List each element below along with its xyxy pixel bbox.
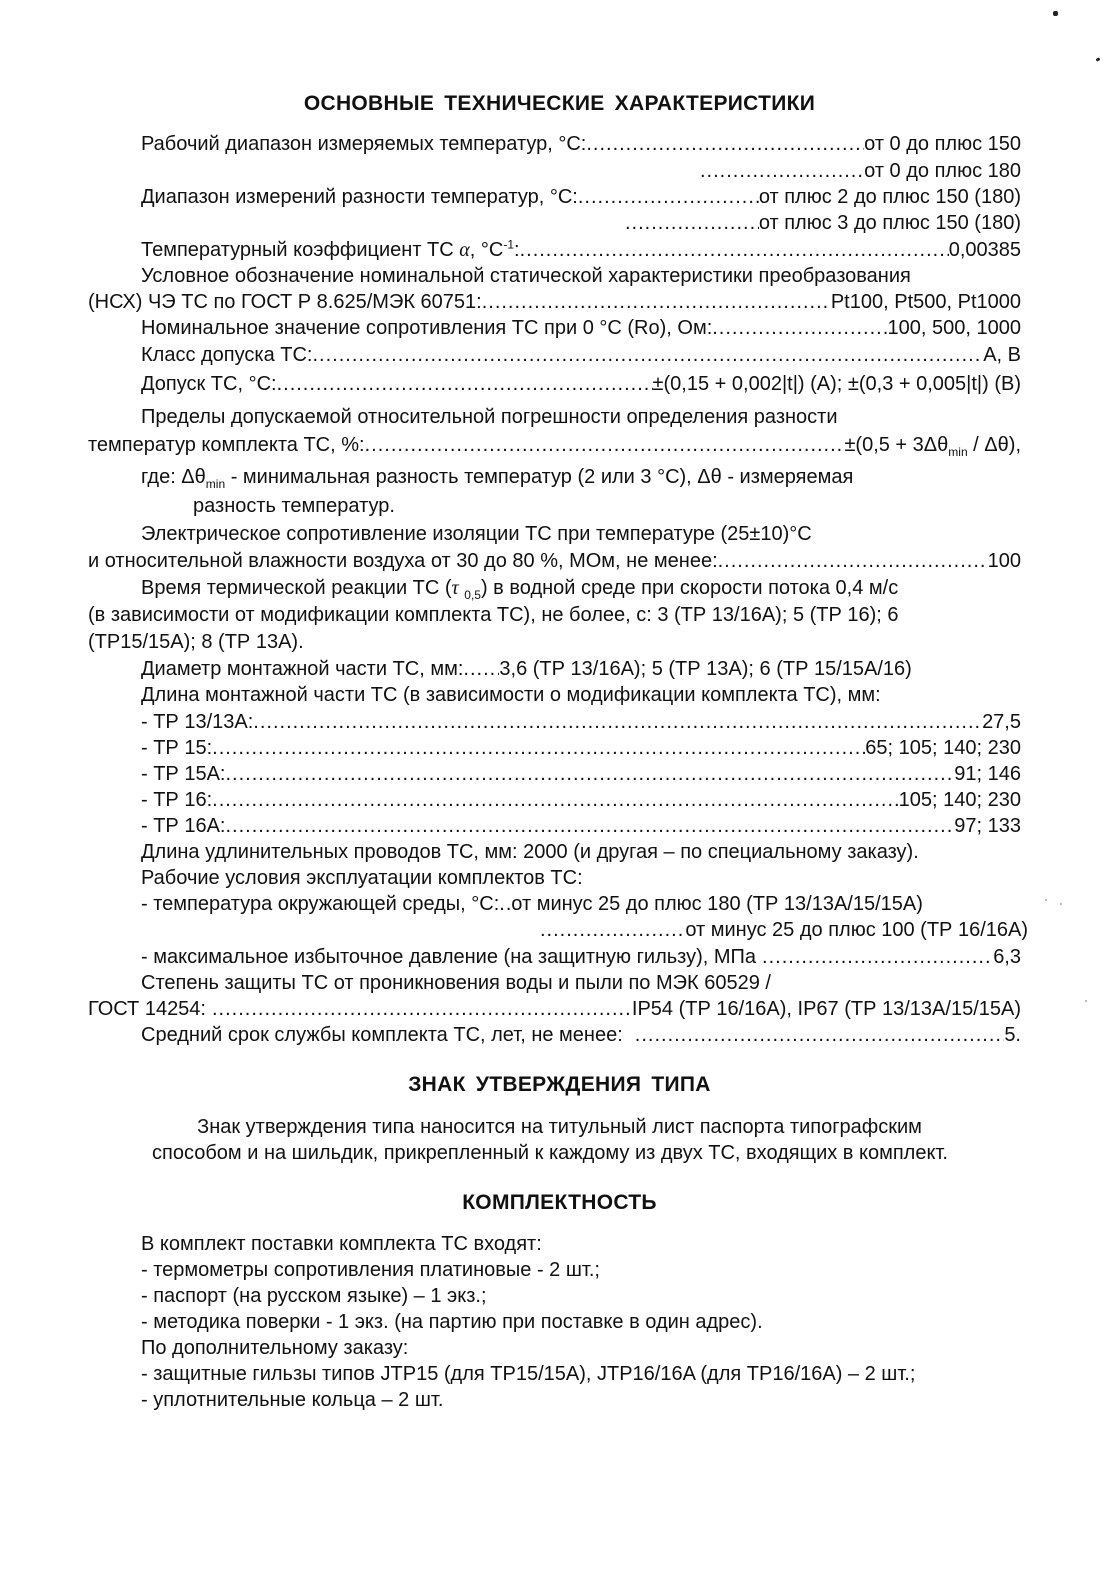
spec-label: Рабочий диапазон измеряемых температур, °С: [141, 133, 587, 155]
spec-label: - температура окружающей среды, °С: [141, 893, 500, 915]
length-value: 91; 146 [954, 763, 1021, 785]
label-text: , °С [469, 239, 504, 261]
length-label: - ТР 15А: [141, 763, 226, 785]
spec-label: Класс допуска ТС: [141, 344, 313, 366]
spec-value: ±(0,15 + 0,002|t|) (А); ±(0,3 + 0,005|t|) (В) [652, 373, 1021, 395]
spec-class [141, 343, 1021, 367]
response-text: Время термической реакции ТС ( [141, 577, 452, 599]
spec-label: Средний срок службы комплекта ТС, лет, не менее: [141, 1024, 623, 1046]
length-row [141, 710, 1021, 734]
leader-dots [312, 343, 983, 367]
length-row [141, 788, 1021, 812]
spec-op-temp [141, 892, 1021, 916]
spec-label: ГОСТ 14254: [88, 998, 206, 1020]
spec-value: от плюс 3 до плюс 150 (180) [758, 212, 1021, 234]
length-label: - ТР 16: [141, 789, 213, 811]
completeness-extra-title: По дополнительному заказу: [141, 1337, 409, 1359]
spec-label: (НСХ) ЧЭ ТС по ГОСТ Р 8.625/МЭК 60751: [88, 291, 482, 313]
completeness-intro: В комплект поставки комплекта ТС входят: [141, 1233, 542, 1255]
subscript: min [948, 445, 968, 459]
spec-value: 3,6 (ТР 13/16А); 5 (ТР 13А); 6 (ТР 15/15А/16) [499, 658, 912, 680]
response-text: ) в водной среде при скорости потока 0,4 м/с [480, 577, 899, 599]
spec-nsx-line1: Условное обозначение номинальной статической характеристики преобразования [141, 265, 911, 287]
scan-speck [1045, 899, 1047, 901]
spec-value [844, 433, 1021, 457]
spec-label [141, 238, 520, 262]
leader-dots [212, 997, 632, 1021]
leader-dots [277, 372, 653, 396]
subscript: min [205, 477, 226, 491]
leader-dots [635, 1023, 1005, 1047]
leader-dots [365, 433, 845, 457]
spec-alpha [141, 238, 1021, 262]
spec-diff-range [141, 185, 1021, 209]
length-value: 27,5 [982, 711, 1021, 733]
spec-where-line2: разность температур. [193, 495, 395, 517]
spec-response-line3: (ТР15/15А); 8 (ТР 13А). [88, 631, 304, 653]
spec-insulation [88, 549, 1021, 573]
spec-pressure [141, 945, 1021, 969]
spec-nsx [88, 290, 1021, 314]
length-row [141, 736, 1021, 760]
scan-speck [1060, 903, 1062, 905]
leader-dots [520, 238, 949, 262]
formula-text: / Δθ), [967, 434, 1021, 456]
tau-symbol: τ [451, 577, 459, 599]
length-value: 105; 140; 230 [898, 789, 1021, 811]
leader-dots [499, 892, 511, 916]
spec-tolerance [141, 372, 1021, 396]
spec-value: от плюс 2 до плюс 150 (180) [758, 186, 1021, 208]
leader-dots [463, 657, 499, 681]
leader-dots [212, 788, 899, 812]
spec-label: - максимальное избыточное давление (на защитную гильзу), МПа [141, 946, 757, 968]
spec-r0 [141, 316, 1021, 340]
spec-value: 6,3 [993, 946, 1021, 968]
leader-dots [578, 185, 759, 209]
spec-value: от 0 до плюс 180 [864, 160, 1021, 182]
spec-where-line [141, 465, 853, 489]
spec-diameter [141, 657, 1021, 681]
spec-value: 100, 500, 1000 [887, 317, 1021, 339]
formula-text: ±(0,5 + 3Δθ [844, 434, 949, 456]
spec-ip-line1: Степень защиты ТС от проникновения воды и пыли по МЭК 60529 / [141, 972, 771, 994]
spec-op-temp-alt [540, 918, 1028, 942]
completeness-item: - методика поверки - 1 экз. (на партию при поставке в один адрес). [141, 1311, 763, 1333]
spec-value: от минус 25 до плюс 100 (ТР 16/16А) [685, 919, 1028, 941]
spec-work-range [141, 132, 1021, 156]
spec-label: и относительной влажности воздуха от 30 до 80 %, МОм, не менее: [88, 550, 718, 572]
spec-error [88, 433, 1021, 457]
spec-label: Диаметр монтажной части ТС, мм: [141, 658, 464, 680]
leader-dots [212, 736, 865, 760]
leader-dots [253, 710, 982, 734]
scan-speck [1053, 11, 1058, 16]
length-row [141, 762, 1021, 786]
spec-error-line1: Пределы допускаемой относительной погрешности определения разности [141, 406, 838, 428]
approval-line1: Знак утверждения типа наносится на титульный лист паспорта типографским [197, 1116, 922, 1138]
leader-dots [482, 290, 831, 314]
leader-dots [712, 316, 887, 340]
where-text: - минимальная разность температур (2 или 3 °С), Δθ - измеряемая [225, 466, 854, 488]
spec-response-line1 [141, 576, 898, 600]
section-title-specs: ОСНОВНЫЕ ТЕХНИЧЕСКИЕ ХАРАКТЕРИСТИКИ [303, 92, 816, 115]
spec-label: Допуск ТС, °С: [141, 373, 277, 395]
length-value: 65; 105; 140; 230 [865, 737, 1021, 759]
leader-dots [718, 549, 988, 573]
approval-line2: способом и на шильдик, прикрепленный к каждому из двух ТС, входящих в комплект. [152, 1142, 948, 1164]
spec-label: Номинальное значение сопротивления ТС при 0 °С (Ro), Ом: [141, 317, 713, 339]
spec-value: А, В [983, 344, 1021, 366]
scan-speck [1085, 1000, 1087, 1002]
spec-value: 100 [987, 550, 1021, 572]
completeness-item: - термометры сопротивления платиновые - 2 шт.; [141, 1259, 600, 1281]
label-text: : [514, 239, 520, 261]
spec-value: от минус 25 до плюс 180 (ТР 13/13А/15/15А) [511, 893, 923, 915]
spec-label: температур комплекта ТС, %: [88, 434, 365, 456]
spec-response-line2: (в зависимости от модификации комплекта ТС), не более, с: 3 (ТР 13/16А); 5 (ТР 16); 6 [88, 604, 899, 626]
completeness-extra-item: - защитные гильзы типов JTP15 (для ТР15/15А), JTP16/16A (для ТР16/16А) – 2 шт.; [141, 1363, 916, 1385]
length-row [141, 814, 1021, 838]
where-text: где: Δθ [141, 466, 206, 488]
alpha-symbol: α [459, 239, 470, 261]
length-label: - ТР 15: [141, 737, 213, 759]
scan-speck [1096, 57, 1101, 62]
length-label: - ТР 16А: [141, 815, 226, 837]
spec-diff-range-alt [625, 211, 1021, 235]
leader-dots [225, 814, 954, 838]
spec-value: от 0 до плюс 150 [864, 133, 1021, 155]
spec-label: Диапазон измерений разности температур, °С: [141, 186, 578, 208]
spec-work-range-alt [700, 159, 1021, 183]
exponent: -1 [503, 237, 515, 252]
spec-wire-length: Длина удлинительных проводов ТС, мм: 2000 (и другая – по специальному заказу). [141, 841, 919, 863]
spec-value: Pt100, Pt500, Pt1000 [830, 291, 1021, 313]
spec-op-title: Рабочие условия эксплуатации комплектов ТС: [141, 867, 583, 889]
length-label: - ТР 13/13А: [141, 711, 254, 733]
length-value: 97; 133 [954, 815, 1021, 837]
spec-ip [88, 997, 1021, 1021]
completeness-extra-item: - уплотнительные кольца – 2 шт. [141, 1389, 444, 1411]
leader-dots [586, 132, 864, 156]
subscript: 0,5 [464, 588, 481, 602]
spec-insulation-line1: Электрическое сопротивление изоляции ТС при температуре (25±10)°С [141, 523, 812, 545]
leader-dots [540, 918, 685, 942]
leader-dots [225, 762, 954, 786]
leader-dots [762, 945, 993, 969]
section-title-approval: ЗНАК УТВЕРЖДЕНИЯ ТИПА [408, 1073, 711, 1096]
completeness-item: - паспорт (на русском языке) – 1 экз.; [141, 1285, 487, 1307]
label-text: Температурный коэффициент ТС [141, 239, 460, 261]
section-title-completeness: КОМПЛЕКТНОСТЬ [462, 1191, 657, 1214]
spec-value: IP54 (ТР 16/16А), IP67 (ТР 13/13А/15/15А) [631, 998, 1021, 1020]
spec-value: 5. [1004, 1024, 1021, 1046]
leader-dots [625, 211, 759, 235]
leader-dots [700, 159, 864, 183]
spec-length-title: Длина монтажной части ТС (в зависимости о модификации комплекта ТС), мм: [141, 684, 881, 706]
spec-value: 0,00385 [948, 239, 1021, 261]
spec-service-life [141, 1023, 1021, 1047]
